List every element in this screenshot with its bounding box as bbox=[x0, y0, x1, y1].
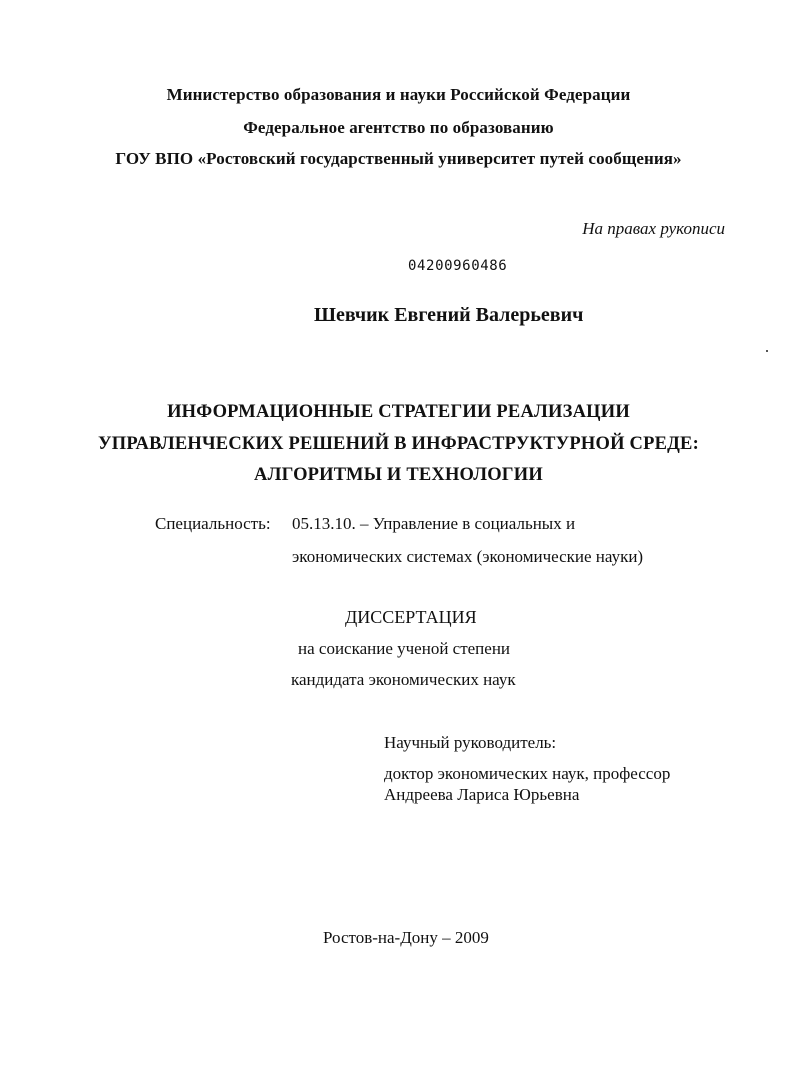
specialty-description-line: экономических системах (экономические науки) bbox=[292, 547, 644, 566]
university-name: ГОУ ВПО «Ростовский государственный университет путей сообщения» bbox=[115, 149, 682, 168]
author-name: Шевчик Евгений Валерьевич bbox=[314, 304, 584, 326]
advisor-name: Андреева Лариса Юрьевна bbox=[384, 785, 580, 804]
dissertation-heading: ДИССЕРТАЦИЯ bbox=[345, 607, 477, 627]
specialty-label: Специальность: bbox=[155, 514, 271, 533]
specialty-code-line: 05.13.10. – Управление в социальных и bbox=[292, 514, 576, 533]
advisor-degree: доктор экономических наук, профессор bbox=[384, 764, 671, 783]
manuscript-note: На правах рукописи bbox=[582, 219, 725, 238]
scan-artifact-dot bbox=[766, 350, 768, 352]
thesis-title-line-1: ИНФОРМАЦИОННЫЕ СТРАТЕГИИ РЕАЛИЗАЦИИ bbox=[167, 402, 630, 422]
advisor-label: Научный руководитель: bbox=[384, 733, 557, 752]
degree-purpose-line: на соискание ученой степени bbox=[298, 639, 511, 658]
thesis-title-line-3: АЛГОРИТМЫ И ТЕХНОЛОГИИ bbox=[254, 465, 543, 485]
library-stamp-number: 04200960486 bbox=[408, 258, 508, 274]
city-year: Ростов-на-Дону – 2009 bbox=[323, 928, 489, 947]
thesis-title-line-2: УПРАВЛЕНЧЕСКИХ РЕШЕНИЙ В ИНФРАСТРУКТУРНОЙ СРЕДЕ: bbox=[98, 434, 699, 454]
ministry-name: Министерство образования и науки Российской Федерации bbox=[166, 85, 631, 104]
degree-name-line: кандидата экономических наук bbox=[291, 670, 516, 689]
agency-name: Федеральное агентство по образованию bbox=[243, 118, 554, 137]
